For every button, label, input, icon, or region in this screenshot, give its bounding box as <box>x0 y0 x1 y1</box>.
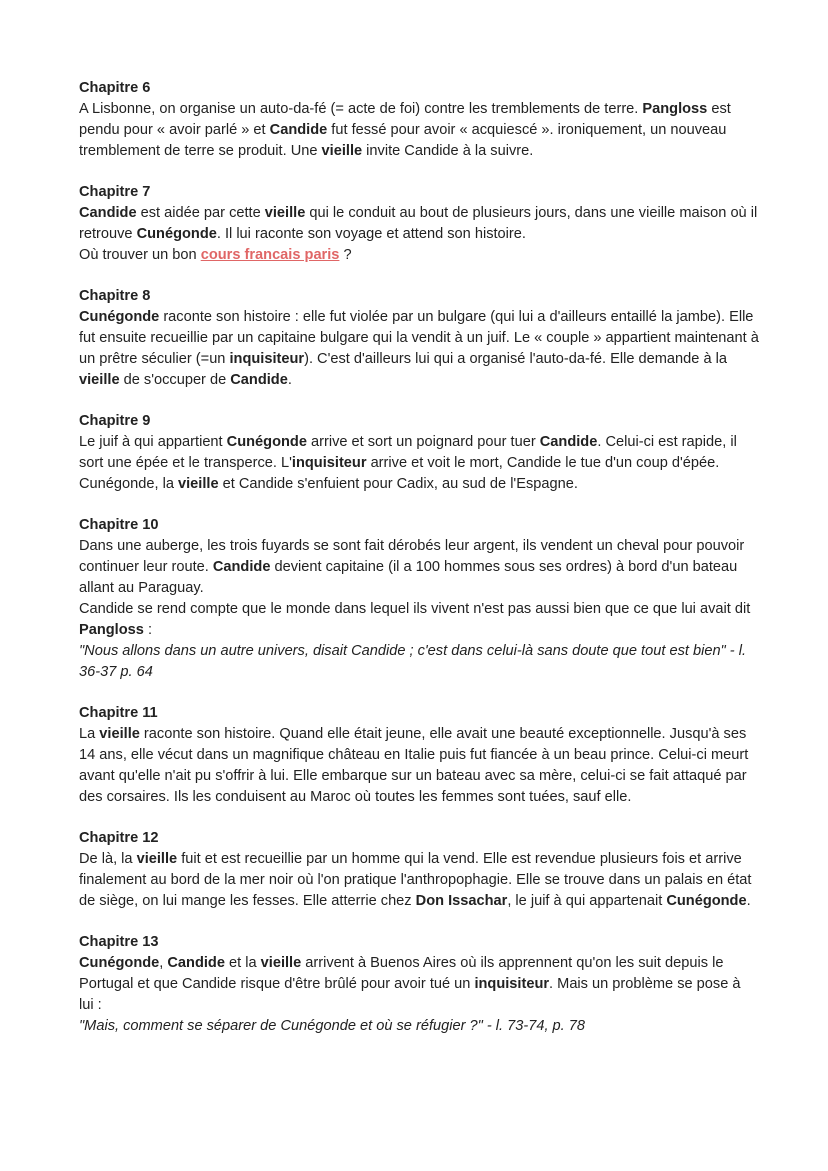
chapter-section <box>79 703 759 808</box>
chapter-title: Chapitre 11 <box>79 705 158 721</box>
bold-name: Candide <box>230 372 288 388</box>
text-run: . Mais un problème se pose à lui : <box>79 976 741 1013</box>
bold-name: Candide <box>167 955 225 971</box>
text-run: A Lisbonne, on organise un auto-da-fé (= acte de foi) contre les tremblements de terre. <box>79 101 643 117</box>
text-run: ). C'est d'ailleurs lui qui a organisé l'auto-da-fé. Elle demande à la <box>304 351 727 367</box>
text-run: fut fessé pour avoir « acquiescé ». ironiquement, un nouveau tremblement de terre se produit. Une <box>79 122 727 159</box>
chapter-paragraph <box>79 245 759 266</box>
chapter-quote: "Mais, comment se séparer de Cunégonde et où se réfugier ?" - l. 73-74, p. 78 <box>79 1018 586 1034</box>
bold-name: vieille <box>99 726 140 742</box>
bold-name: inquisiteur <box>291 455 367 471</box>
bold-name: vieille <box>79 372 120 388</box>
text-run: arrive et sort un poignard pour tuer <box>306 434 540 450</box>
chapter-paragraph <box>79 724 759 808</box>
chapter-paragraph <box>79 99 759 162</box>
bold-name: Cunégonde <box>79 955 160 971</box>
bold-name: vieille <box>178 476 219 492</box>
text-run: . Celui-ci est rapide, il sort une épée et le transperce. L' <box>79 434 737 471</box>
text-run: , <box>159 955 168 971</box>
chapter-title: Chapitre 7 <box>79 184 151 200</box>
bold-name: Pangloss <box>642 101 708 117</box>
text-run: raconte son histoire : elle fut violée par un bulgare (qui lui a d'ailleurs entaillé la jambe). Elle fut ensuite recueillie par un capitaine bulgare qui la vendit à un juif. Le « couple » appartient maintenant à un prêtre séculier (=un <box>79 309 759 367</box>
chapter-paragraph <box>79 203 759 245</box>
bold-name: Candide <box>269 122 328 138</box>
chapter-title: Chapitre 8 <box>79 288 151 304</box>
text-run: raconte son histoire. Quand elle était jeune, elle avait une beauté exceptionnelle. Jusqu'à ses 14 ans, elle vécut dans un magnifique château en Italie puis fut fiancée à un beau prince. Celui-ci meurt avant qu'elle n'ait pu s'offrir à lui. Elle embarque sur un bateau avec sa mère, celui-ci se fait attaqué par des corsaires. Ils les conduisent au Maroc où toutes les femmes sont tuées, sauf elle. <box>79 726 749 805</box>
text-run: , le juif à qui appartenait <box>507 893 667 909</box>
chapter-section <box>79 182 759 266</box>
chapter-paragraph <box>79 953 759 1016</box>
chapter-title: Chapitre 13 <box>79 934 159 950</box>
text-run: ? <box>339 247 352 263</box>
text-run: arrive et voit le mort, Candide le tue d'un coup d'épée. Cunégonde, la <box>79 455 720 492</box>
chapter-section <box>79 286 759 391</box>
bold-name: Candide <box>212 559 271 575</box>
document-page <box>79 78 759 1057</box>
text-run: De là, la <box>79 851 137 867</box>
text-run: qui le conduit au bout de plusieurs jours, dans une vieille maison où il retrouve <box>79 205 758 242</box>
bold-name: vieille <box>136 851 178 867</box>
text-run: arrivent à Buenos Aires où ils apprennent qu'on les suit depuis le Portugal et que Candide risque d'être brûlé pour avoir tué un <box>79 955 724 992</box>
text-run: est pendu pour « avoir parlé » et <box>79 101 731 138</box>
bold-name: Cunégonde <box>79 309 160 325</box>
chapter-title: Chapitre 9 <box>79 413 151 429</box>
cours-francais-link[interactable]: cours francais paris <box>200 247 340 263</box>
text-run: Le juif à qui appartient <box>79 434 227 450</box>
text-run: . <box>746 893 751 909</box>
chapter-title: Chapitre 6 <box>79 80 151 96</box>
bold-name: vieille <box>264 205 306 221</box>
text-run: La <box>79 726 100 742</box>
chapter-title: Chapitre 12 <box>79 830 159 846</box>
chapter-quote: "Nous allons dans un autre univers, disait Candide ; c'est dans celui-là sans doute que tout est bien" - l. 36-37 p. 64 <box>79 643 747 680</box>
chapter-section <box>79 515 759 683</box>
bold-name: vieille <box>260 955 302 971</box>
chapter-section <box>79 932 759 1037</box>
bold-name: Candide <box>79 205 137 221</box>
text-run: Où trouver un bon <box>79 247 201 263</box>
bold-name: Cunégonde <box>666 893 747 909</box>
chapter-paragraph <box>79 849 759 912</box>
text-run: et la <box>224 955 261 971</box>
bold-name: vieille <box>321 143 363 159</box>
text-run: devient capitaine (il a 100 hommes sous ses ordres) à bord d'un bateau allant au Paraguay. <box>79 559 738 596</box>
bold-name: Don Issachar <box>415 893 508 909</box>
bold-name: inquisiteur <box>474 976 550 992</box>
bold-name: inquisiteur <box>229 351 305 367</box>
text-run: . <box>287 372 292 388</box>
bold-name: Candide <box>539 434 598 450</box>
chapter-paragraph <box>79 432 759 495</box>
bold-name: Pangloss <box>79 622 144 638</box>
chapter-paragraph <box>79 307 759 391</box>
text-run: invite Candide à la suivre. <box>362 143 534 159</box>
text-run: est aidée par cette <box>136 205 265 221</box>
text-run: fuit et est recueillie par un homme qui la vend. Elle est revendue plusieurs fois et arrive finalement au bord de la mer noir où l'on pratique l'anthropophagie. Elle se trouve dans un palais en état de siège, on lui mange les fesses. Elle atterrie chez <box>79 851 752 909</box>
chapter-section <box>79 828 759 912</box>
text-run: de s'occuper de <box>119 372 231 388</box>
chapter-paragraph <box>79 599 759 641</box>
bold-name: Cunégonde <box>136 226 217 242</box>
text-run: . Il lui raconte son voyage et attend son histoire. <box>216 226 526 242</box>
text-run: Dans une auberge, les trois fuyards se sont fait dérobés leur argent, ils vendent un cheval pour pouvoir continuer leur route. <box>79 538 745 575</box>
chapter-section <box>79 78 759 162</box>
chapter-paragraph <box>79 536 759 599</box>
text-run: : <box>143 622 152 638</box>
chapter-title: Chapitre 10 <box>79 517 159 533</box>
chapter-section <box>79 411 759 495</box>
text-run: et Candide s'enfuient pour Cadix, au sud de l'Espagne. <box>218 476 578 492</box>
text-run: Candide se rend compte que le monde dans lequel ils vivent n'est pas aussi bien que ce que lui avait dit <box>79 601 751 617</box>
bold-name: Cunégonde <box>226 434 307 450</box>
